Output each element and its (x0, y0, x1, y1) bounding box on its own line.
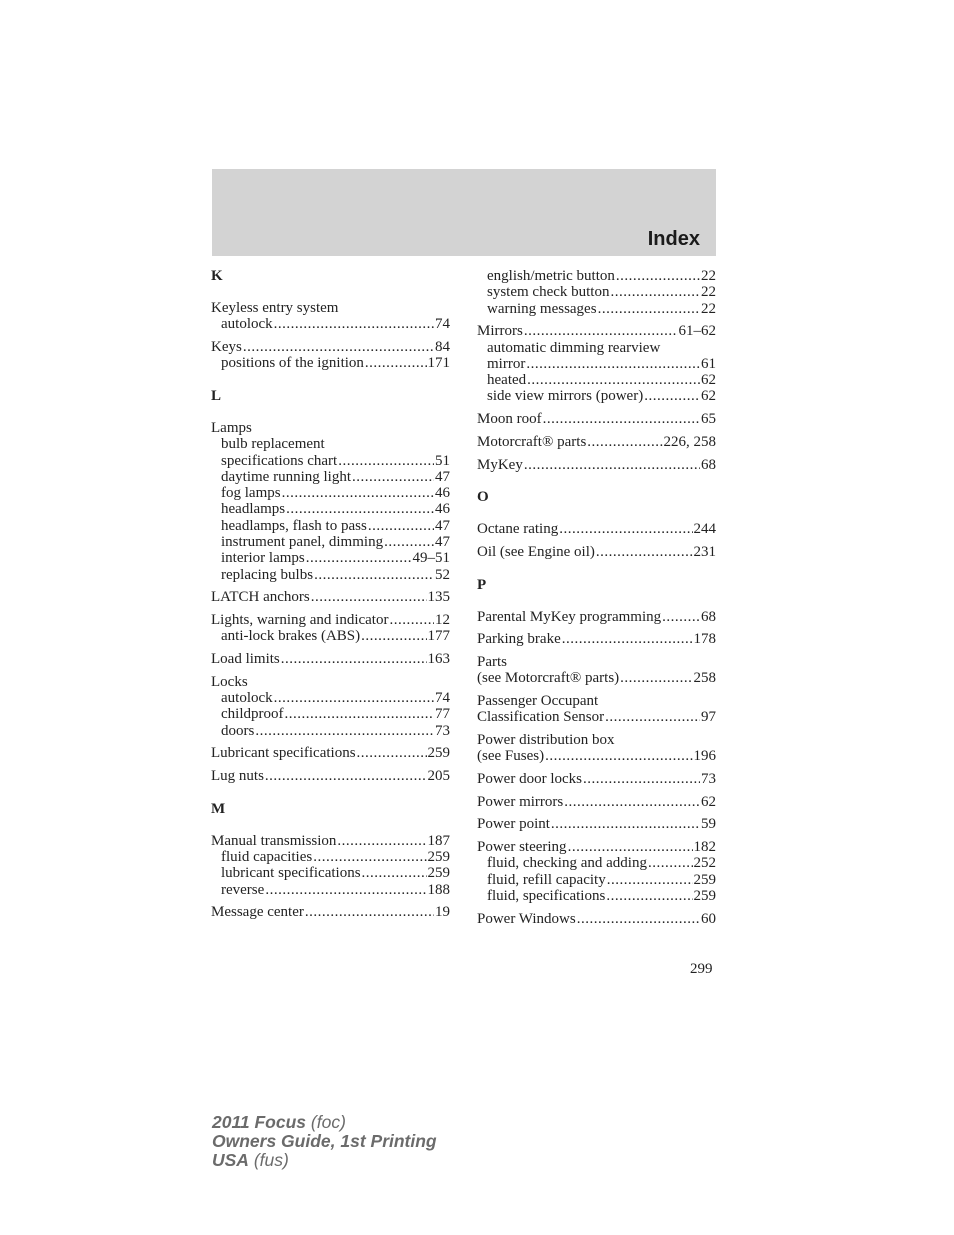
entry-text: instrument panel, dimming (221, 534, 384, 551)
dot-leader (365, 355, 427, 371)
section-letter-k: K (211, 268, 223, 284)
dot-leader (352, 469, 434, 485)
dot-leader (311, 589, 427, 605)
entry-text: LATCH anchors (211, 589, 310, 606)
dot-leader (286, 501, 434, 517)
entry-text: Moon roof (477, 411, 542, 428)
entry-line (477, 839, 716, 855)
entry-page-ref: 259 (427, 865, 450, 882)
entry-line (211, 339, 450, 355)
index-entry (211, 339, 450, 372)
dot-leader (337, 833, 426, 849)
dot-leader (281, 651, 427, 667)
entry-line (477, 434, 716, 450)
document-footer (212, 1113, 437, 1170)
entry-text: fog lamps (221, 485, 281, 502)
entry-text: headlamps, flash to pass (221, 517, 367, 534)
entry-text: fluid capacities (221, 848, 313, 865)
entry-text: fluid, checking and adding (487, 855, 647, 872)
dot-leader (526, 356, 700, 372)
footer-model: 2011 Focus (212, 1112, 307, 1132)
dot-leader (662, 609, 700, 625)
section-letter-p: P (477, 576, 487, 593)
index-entry (477, 654, 716, 687)
entry-text: Manual transmission (211, 832, 337, 849)
entry-text: Parking brake (477, 631, 561, 648)
entry-text: english/metric button (487, 268, 615, 284)
entry-text: Parts (477, 653, 507, 670)
dot-leader (284, 706, 434, 722)
entry-text: Locks (211, 673, 248, 690)
dot-leader (265, 882, 426, 898)
entry-line (477, 794, 716, 810)
page-number: 299 (690, 961, 713, 977)
dot-leader (384, 534, 434, 550)
index-entry (477, 411, 716, 427)
entry-page-ref: 22 (701, 300, 716, 317)
entry-text: Power distribution box (477, 731, 615, 748)
entry-line (211, 589, 450, 605)
index-entry (477, 268, 716, 317)
footer-model-code: (foc) (306, 1112, 346, 1132)
index-entry (211, 745, 450, 761)
index-entry (477, 544, 716, 560)
entry-page-ref: 259 (427, 745, 450, 762)
entry-text: MyKey (477, 456, 523, 473)
entry-subline (211, 316, 450, 332)
entry-page-ref: 226, 258 (663, 433, 716, 450)
dot-leader (616, 268, 700, 284)
entry-subline (211, 567, 450, 583)
entry-subline (477, 872, 716, 888)
dot-leader (587, 434, 662, 450)
entry-page-ref: 19 (435, 904, 450, 921)
entry-page-ref: 47 (435, 534, 450, 551)
entry-text: anti-lock brakes (ABS) (221, 628, 361, 645)
dot-leader (551, 816, 700, 832)
dot-leader (389, 612, 434, 628)
dot-leader (361, 628, 426, 644)
entry-text: Keyless entry system (211, 300, 339, 316)
index-entry (477, 631, 716, 647)
entry-subline (211, 865, 450, 881)
dot-leader (605, 709, 700, 725)
page-title: Index (647, 228, 700, 250)
entry-subline (477, 284, 716, 300)
index-entry (211, 768, 450, 784)
entry-line (211, 768, 450, 784)
index-entry (211, 674, 450, 739)
index-entry (477, 693, 716, 726)
entry-text: Power steering (477, 838, 567, 855)
dot-leader (362, 865, 427, 881)
entry-line (477, 323, 716, 339)
entry-text: Oil (see Engine oil) (477, 543, 595, 560)
dot-leader (524, 457, 700, 473)
dot-leader (368, 518, 434, 534)
entry-text: lubricant specifications (221, 865, 361, 882)
entry-line (477, 911, 716, 927)
index-entry (211, 833, 450, 898)
entry-subline (211, 485, 450, 501)
entry-line (211, 833, 450, 849)
entry-subline (211, 628, 450, 644)
entry-line (477, 654, 716, 670)
entry-page-ref: 46 (435, 501, 450, 518)
entry-page-ref: 59 (701, 816, 716, 833)
entry-line (211, 904, 450, 920)
entry-line (477, 521, 716, 537)
index-entry (477, 771, 716, 787)
entry-text: daytime running light (221, 468, 351, 485)
entry-subline (211, 469, 450, 485)
entry-text: Octane rating (477, 521, 559, 538)
entry-text: fluid, specifications (487, 887, 606, 904)
entry-page-ref: 135 (427, 589, 450, 606)
dot-leader (545, 748, 692, 764)
dot-leader (644, 388, 700, 404)
index-entry (477, 457, 716, 473)
entry-page-ref: 97 (701, 709, 716, 726)
entry-text: Classification Sensor (477, 709, 605, 726)
entry-subline (211, 534, 450, 550)
entry-page-ref: 65 (701, 411, 716, 428)
entry-text: Lights, warning and indicator (211, 612, 389, 629)
dot-leader (607, 872, 693, 888)
entry-page-ref: 61–62 (678, 323, 716, 340)
entry-text: Passenger Occupant (477, 692, 599, 709)
entry-text: Message center (211, 904, 304, 921)
entry-text: (see Motorcraft® parts) (477, 670, 620, 687)
entry-page-ref: 171 (427, 355, 450, 372)
entry-page-ref: 62 (701, 388, 716, 405)
entry-subline (211, 849, 450, 865)
section-letter-l: L (211, 387, 222, 404)
entry-line (211, 745, 450, 761)
entry-subline (477, 855, 716, 871)
entry-text: Parental MyKey programming (477, 608, 662, 625)
entry-line (477, 732, 716, 748)
entry-text: Lug nuts (211, 767, 264, 784)
entry-page-ref: 12 (435, 612, 450, 629)
entry-line (477, 457, 716, 473)
entry-text: childproof (221, 706, 284, 723)
entry-page-ref: 259 (427, 848, 450, 865)
footer-market-code: (fus) (248, 1150, 289, 1170)
entry-text: Power mirrors (477, 793, 564, 810)
dot-leader (606, 888, 692, 904)
index-entry (477, 434, 716, 450)
entry-text: specifications chart (221, 452, 338, 469)
section-letter-o: O (477, 489, 489, 506)
entry-subline (211, 518, 450, 534)
entry-subline (211, 882, 450, 898)
entry-page-ref: 196 (693, 748, 716, 765)
entry-line (477, 609, 716, 625)
index-column-right (477, 268, 716, 933)
entry-text: Power Windows (477, 910, 576, 927)
entry-page-ref: 187 (427, 832, 450, 849)
dot-leader (282, 485, 434, 501)
entry-line (211, 420, 450, 436)
entry-subline (477, 372, 716, 388)
entry-text: reverse (221, 881, 265, 898)
entry-page-ref: 61 (701, 355, 716, 372)
entry-subline (211, 723, 450, 739)
dot-leader (596, 544, 693, 560)
dot-leader (598, 301, 700, 317)
index-entry (211, 589, 450, 605)
entry-text: Lamps (211, 419, 252, 436)
dot-leader (313, 849, 426, 865)
entry-text: Keys (211, 338, 242, 355)
index-entry (477, 911, 716, 927)
dot-leader (568, 839, 693, 855)
index-entry (477, 609, 716, 625)
entry-page-ref: 51 (435, 452, 450, 469)
entry-subline (211, 706, 450, 722)
entry-page-ref: 73 (701, 770, 716, 787)
entry-text: (see Fuses) (477, 748, 545, 765)
entry-text: positions of the ignition (221, 355, 364, 372)
entry-subline (477, 340, 716, 356)
dot-leader (562, 631, 693, 647)
entry-subline (477, 356, 716, 372)
entry-text: Load limits (211, 651, 280, 667)
entry-page-ref: 84 (435, 338, 450, 355)
entry-subline (211, 453, 450, 469)
index-entry (211, 904, 450, 920)
entry-subline (211, 550, 450, 566)
entry-subline (477, 888, 716, 904)
dot-leader (583, 771, 700, 787)
dot-leader (305, 904, 434, 920)
index-header-band (212, 169, 716, 256)
entry-page-ref: 252 (693, 855, 716, 872)
entry-page-ref: 62 (701, 793, 716, 810)
index-entry (211, 651, 450, 667)
entry-page-ref: 182 (693, 838, 716, 855)
entry-page-ref: 231 (693, 543, 716, 560)
index-entry (477, 732, 716, 765)
dot-leader (255, 723, 434, 739)
entry-text: Motorcraft® parts (477, 433, 587, 450)
dot-leader (610, 284, 700, 300)
dot-leader (314, 567, 434, 583)
entry-subline (211, 501, 450, 517)
dot-leader (527, 372, 700, 388)
entry-subline (477, 268, 716, 284)
entry-page-ref: 52 (435, 566, 450, 583)
entry-text: Power door locks (477, 770, 582, 787)
entry-page-ref: 74 (435, 689, 450, 706)
dot-leader (559, 521, 692, 537)
dot-leader (648, 855, 693, 871)
entry-line (477, 693, 716, 709)
footer-market: USA (212, 1150, 249, 1170)
entry-text: Mirrors (477, 323, 523, 340)
index-entry (477, 839, 716, 904)
entry-page-ref: 60 (701, 910, 716, 927)
entry-text: Lubricant specifications (211, 745, 356, 762)
entry-text: Power point (477, 816, 550, 833)
index-entry (211, 612, 450, 645)
dot-leader (274, 316, 434, 332)
entry-text: heated (487, 372, 527, 389)
entry-text: fluid, refill capacity (487, 871, 606, 888)
entry-page-ref: 205 (427, 767, 450, 784)
entry-line (477, 670, 716, 686)
entry-page-ref: 46 (435, 485, 450, 502)
index-entry (211, 420, 450, 583)
entry-page-ref: 258 (693, 670, 716, 687)
entry-text: autolock (221, 316, 273, 333)
dot-leader (620, 670, 692, 686)
entry-text: side view mirrors (power) (487, 388, 644, 405)
entry-text: doors (221, 722, 255, 739)
entry-subline (211, 355, 450, 371)
entry-page-ref: 178 (693, 631, 716, 648)
entry-text: system check button (487, 284, 610, 301)
entry-subline (477, 301, 716, 317)
entry-text: mirror (487, 355, 526, 372)
entry-page-ref: 62 (701, 372, 716, 389)
entry-line (477, 411, 716, 427)
entry-line (477, 631, 716, 647)
entry-page-ref: 177 (427, 628, 450, 645)
entry-text: automatic dimming rearview (487, 339, 661, 356)
section-letter-m: M (211, 800, 226, 817)
dot-leader (564, 794, 700, 810)
entry-line (477, 771, 716, 787)
entry-text: headlamps (221, 501, 286, 518)
entry-page-ref: 73 (435, 722, 450, 739)
entry-text: warning messages (487, 300, 597, 317)
dot-leader (265, 768, 427, 784)
entry-text: interior lamps (221, 550, 305, 567)
dot-leader (577, 911, 700, 927)
entry-page-ref: 163 (427, 651, 450, 667)
index-entry (477, 794, 716, 810)
dot-leader (306, 550, 412, 566)
entry-line (211, 674, 450, 690)
index-entry (477, 816, 716, 832)
entry-page-ref: 244 (693, 521, 716, 538)
index-entry (211, 300, 450, 333)
entry-page-ref: 68 (701, 456, 716, 473)
entry-page-ref: 259 (693, 887, 716, 904)
entry-line (211, 651, 450, 667)
entry-page-ref: 49–51 (412, 550, 450, 567)
dot-leader (543, 411, 700, 427)
dot-leader (524, 323, 678, 339)
entry-line (211, 612, 450, 628)
entry-line (477, 544, 716, 560)
entry-page-ref: 22 (701, 284, 716, 301)
entry-subline (477, 388, 716, 404)
entry-line (211, 300, 450, 316)
entry-page-ref: 47 (435, 517, 450, 534)
entry-line (477, 816, 716, 832)
entry-line (477, 709, 716, 725)
index-column-left (211, 268, 450, 927)
entry-page-ref: 22 (701, 268, 716, 284)
entry-page-ref: 259 (693, 871, 716, 888)
footer-edition: Owners Guide, 1st Printing (212, 1131, 437, 1151)
entry-text: bulb replacement (221, 436, 325, 453)
entry-page-ref: 77 (435, 706, 450, 723)
dot-leader (243, 339, 434, 355)
entry-page-ref: 68 (701, 608, 716, 625)
entry-line (477, 748, 716, 764)
entry-page-ref: 188 (427, 881, 450, 898)
dot-leader (357, 745, 427, 761)
index-entry (477, 323, 716, 404)
entry-page-ref: 74 (435, 316, 450, 333)
entry-subline (211, 436, 450, 452)
dot-leader (338, 453, 434, 469)
entry-subline (211, 690, 450, 706)
index-entry (477, 521, 716, 537)
entry-page-ref: 47 (435, 468, 450, 485)
entry-text: replacing bulbs (221, 566, 314, 583)
dot-leader (274, 690, 434, 706)
entry-text: autolock (221, 689, 273, 706)
